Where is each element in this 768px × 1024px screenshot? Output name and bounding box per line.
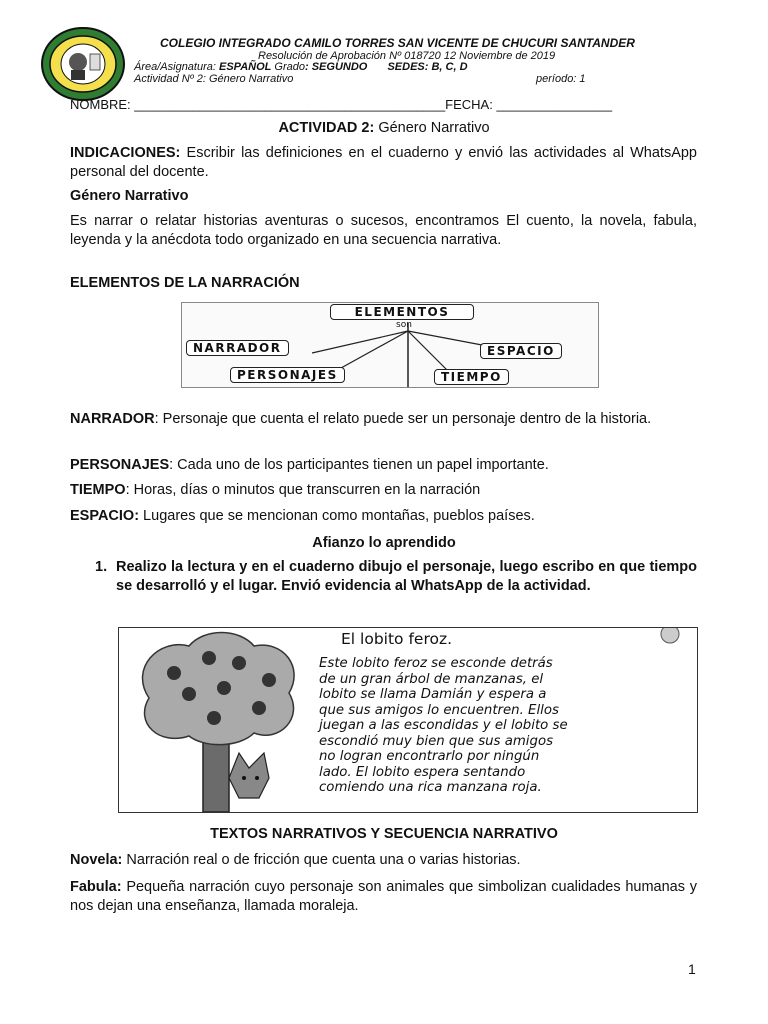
diagram-personajes: PERSONAJES xyxy=(230,367,345,383)
genero-heading: Género Narrativo xyxy=(70,188,189,204)
story-line: escondió muy bien que sus amigos xyxy=(319,733,554,749)
def-personajes-term: PERSONAJES xyxy=(70,457,170,473)
grado-label: Grado xyxy=(271,61,305,73)
novela-paragraph xyxy=(70,851,697,870)
def-espacio-term: ESPACIO: xyxy=(70,508,140,524)
afianzo-heading: Afianzo lo aprendido xyxy=(312,535,456,551)
diagram-narrador: NARRADOR xyxy=(186,340,289,356)
def-narrador-text: : Personaje que cuenta el relato puede ser un personaje dentro de la historia. xyxy=(154,411,652,427)
def-espacio-text: Lugares que se mencionan como montañas, pueblos países. xyxy=(139,508,535,524)
diagram-espacio: ESPACIO xyxy=(480,343,562,359)
fabula-text: Pequeña narración cuyo personaje son animales que simbolizan cualidades humanas y nos dejan una enseñanza, llamada moraleja. xyxy=(70,879,697,914)
story-line: de un gran árbol de manzanas, el xyxy=(319,671,544,687)
area-label: Área/Asignatura: xyxy=(134,61,219,73)
def-espacio xyxy=(70,507,697,526)
def-narrador-term: NARRADOR xyxy=(70,411,155,427)
task-text: Realizo la lectura y en el cuaderno dibujo el personaje, luego escribo en que tiempo se desarrolló y el lugar. Envió evidencia al WhatsApp de la actividad. xyxy=(116,559,697,594)
sedes-label: SEDES: xyxy=(387,61,432,73)
fabula-label: Fabula: xyxy=(70,879,122,895)
novela-text: Narración real o de fricción que cuenta una o varias historias. xyxy=(122,852,521,868)
def-personajes-text: : Cada uno de los participantes tienen un papel importante. xyxy=(169,457,549,473)
area-value: ESPAÑOL xyxy=(219,61,272,73)
indicaciones-paragraph xyxy=(70,144,697,182)
sedes-value: B, C, D xyxy=(431,61,468,73)
diagram-elementos: ELEMENTOS xyxy=(330,304,474,320)
elementos-heading: ELEMENTOS DE LA NARRACIÓN xyxy=(70,275,300,291)
period-line: período: 1 xyxy=(536,73,586,85)
resolution-line: Resolución de Aprobación Nº 018720 12 Noviembre de 2019 xyxy=(258,50,556,62)
story-line: lobito se llama Damián y espera a xyxy=(319,687,547,702)
story-line: comiendo una rica manzana roja. xyxy=(319,780,542,795)
task-number: 1. xyxy=(95,559,108,575)
story-line: que sus amigos lo encuentren. Ellos xyxy=(319,702,559,718)
genero-paragraph: Es narrar o relatar historias aventuras o sucesos, encontramos El cuento, la novela, fabula, leyenda y la anécdota todo organizado en una secuencia narrativa. xyxy=(70,213,697,248)
story-line: lado. El lobito espera sentando xyxy=(319,764,526,780)
school-seal-logo xyxy=(40,26,126,102)
def-personajes xyxy=(70,456,697,475)
elements-diagram xyxy=(181,302,599,388)
story-box xyxy=(118,627,698,813)
story-line: juegan a las escondidas y el lobito se xyxy=(319,718,568,733)
school-name: COLEGIO INTEGRADO CAMILO TORRES SAN VICENTE DE CHUCURI SANTANDER xyxy=(160,36,635,50)
activity-line: Actividad Nº 2: Género Narrativo xyxy=(134,73,294,85)
diagram-connector-label: son xyxy=(396,320,412,330)
activity-title xyxy=(0,119,768,138)
fabula-paragraph xyxy=(70,878,697,916)
indicaciones-text: Escribir las definiciones en el cuaderno y envió las actividades al WhatsApp personal del docente. xyxy=(70,145,697,180)
def-tiempo-text: : Horas, días o minutos que transcurren en la narración xyxy=(125,482,481,498)
def-tiempo-term: TIEMPO xyxy=(70,482,126,498)
coin-icon xyxy=(659,628,681,644)
def-tiempo xyxy=(70,481,697,500)
diagram-tiempo: TIEMPO xyxy=(434,369,509,385)
nombre-fecha-line: NOMBRE: ___________________________________________FECHA: ________________ xyxy=(70,97,613,112)
novela-label: Novela: xyxy=(70,852,123,868)
textos-heading: TEXTOS NARRATIVOS Y SECUENCIA NARRATIVO xyxy=(210,826,558,842)
story-text xyxy=(319,656,689,796)
story-title: El lobito feroz. xyxy=(341,630,453,648)
story-line: Este lobito feroz se esconde detrás xyxy=(319,656,553,671)
def-narrador xyxy=(70,410,697,429)
page-number: 1 xyxy=(688,961,696,977)
indicaciones-label: INDICACIONES: xyxy=(70,145,181,161)
apple-tree-illustration xyxy=(119,628,319,812)
grado-value: : SEGUNDO xyxy=(305,61,368,73)
activity-title-rest: Género Narrativo xyxy=(374,120,490,136)
story-line: no logran encontrarlo por ningún xyxy=(319,749,540,764)
activity-title-bold: ACTIVIDAD 2: xyxy=(278,120,375,136)
